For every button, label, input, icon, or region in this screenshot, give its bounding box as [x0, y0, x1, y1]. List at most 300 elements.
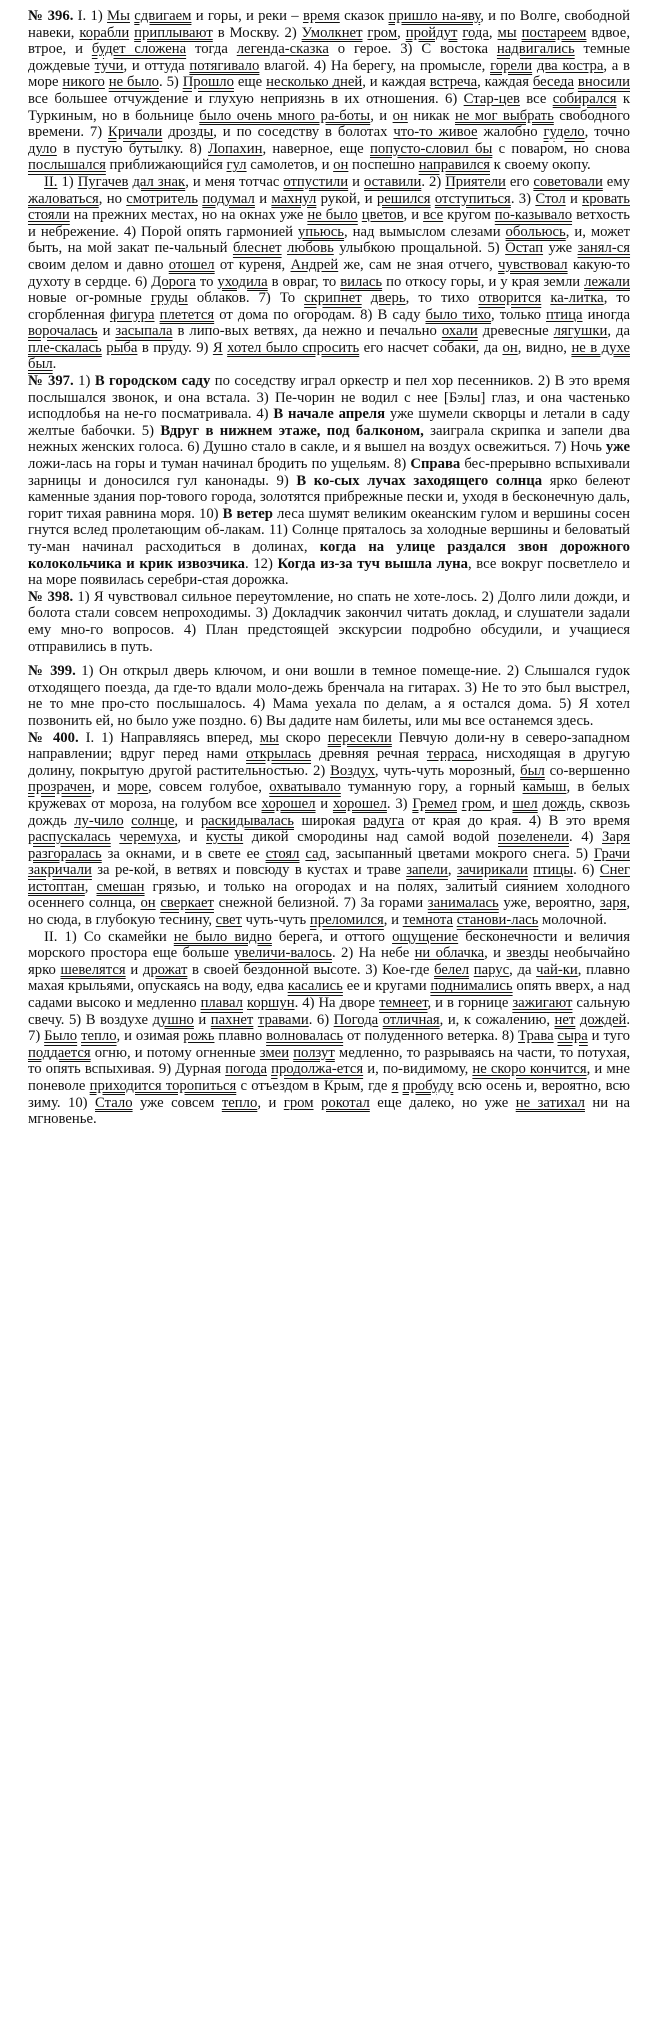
text-run: всю осень и, вероятно, всю зиму. 10)	[28, 1078, 630, 1111]
text-run: , и	[491, 795, 513, 812]
bold-fragment: уже	[605, 439, 630, 456]
text-run: темные дождевые	[28, 41, 631, 74]
predicate-word: Прошло	[182, 74, 234, 91]
predicate-word: вилась	[340, 273, 383, 290]
text-run: улыбкою прощальной. 5)	[333, 240, 506, 257]
subject-word: змеи	[259, 1044, 290, 1061]
exercise-396-part-2	[28, 174, 630, 373]
predicate-word: пахнет	[210, 1011, 254, 1028]
text-run: на прежних местах, но на окнах уже	[69, 207, 308, 224]
text-run: , да	[509, 961, 537, 978]
text-run: и	[193, 1011, 211, 1028]
text-run: 1)	[57, 173, 78, 190]
predicate-word: белел	[434, 961, 470, 978]
predicate-word: преломился	[309, 912, 384, 929]
subject-word: рыба	[106, 339, 138, 356]
text-run: , видно,	[517, 339, 572, 356]
subject-word: Остап	[505, 240, 544, 257]
subject-word: Лопахин	[208, 140, 263, 157]
subject-word: я	[391, 1078, 399, 1094]
text-run: древесные	[477, 323, 554, 340]
predicate-word: не скоро кончится	[472, 1061, 587, 1078]
predicate-word: собирался	[552, 90, 617, 107]
text-run: , то тихо	[405, 290, 479, 307]
predicate-word: поднимались	[430, 978, 513, 995]
text-run: самолетов, и	[246, 157, 334, 174]
subject-word: сад	[305, 845, 327, 862]
text-run: опять вверх, а над садами высоко и медленно	[28, 978, 630, 1012]
exercise-number: № 399.	[28, 663, 76, 680]
predicate-word: рокотал	[321, 1094, 370, 1111]
text-run: дикой смородины над самой водой	[243, 829, 498, 846]
predicate-word: запели	[406, 862, 448, 879]
subject-word: мы	[497, 24, 517, 41]
predicate-word: не мог выбрать	[454, 107, 554, 124]
predicate-word: поддается	[28, 1044, 91, 1061]
text-run: , и каждая	[362, 74, 430, 91]
text-run: тогда	[186, 41, 237, 58]
text-run: по откосу горы, и у края земли	[382, 273, 585, 290]
subject-word: Воздух	[330, 762, 375, 779]
text-run: то	[195, 273, 218, 290]
text-run: 1) Я чувствовал сильное переутомление, но спать не хоте-лось. 2) Долго лили дожди, и болота стали совсем непроходимы. 3) Докладчик закончил читать доклад, и слушатели задали ему мно-го вопросов. 4) План предстоящей экскурсии подробно обсудили, и учащиеся отправились в путь.	[28, 588, 630, 655]
text-run: , чуть-чуть морозный,	[374, 762, 521, 779]
predicate-word: не было	[307, 207, 358, 224]
predicate-word: раскидывалась	[200, 812, 295, 829]
subject-word: камыш	[522, 779, 567, 796]
text-run: чуть-чуть	[241, 912, 310, 929]
bold-fragment: Вдруг в нижнем этаже, под балконом,	[160, 422, 424, 439]
predicate-word: махнул	[271, 190, 317, 207]
subject-word: мы	[259, 729, 279, 746]
predicate-word: зажигают	[512, 995, 573, 1012]
subject-word: II.	[44, 173, 58, 190]
text-run: . 6)	[573, 862, 600, 879]
predicate-word: охватывало	[269, 779, 341, 796]
predicate-word: хотел было спросить	[227, 339, 360, 356]
predicate-word: жаловаться	[28, 190, 99, 207]
exercise-400-part-2	[28, 929, 630, 1128]
predicate-word: обольюсь	[505, 223, 566, 240]
text-run: необычайно ярко	[28, 945, 630, 978]
predicate-word: подумал	[202, 190, 255, 207]
predicate-word: не было видно	[173, 928, 272, 945]
text-run: все	[519, 90, 553, 107]
text-run: , и	[91, 779, 118, 796]
subject-word: лягушки	[553, 323, 608, 340]
predicate-word: тепло	[81, 1028, 117, 1045]
predicate-word: увеличи-валось	[234, 945, 332, 962]
text-run: новые ог-ромные	[28, 290, 151, 307]
text-run: ,	[488, 24, 498, 41]
predicate-word: сверкает	[160, 895, 214, 912]
text-run: в своей бездонной высоте. 3) Кое-где	[187, 961, 435, 978]
subject-word: никого	[62, 74, 105, 91]
subject-word: несколько дней	[266, 74, 363, 91]
subject-word: легенда-сказка	[236, 41, 329, 58]
text-run: . 4)	[568, 829, 603, 846]
text-run: леса шумят великим океанским гулом и вершины сосен гнутся вслед пролетающим об-лакам. 11) Солнце пряталось за холодные вершины и беловатый ту-ман начинал расходиться в долинах,	[28, 505, 630, 555]
text-run: , и, к сожалению,	[439, 1011, 555, 1028]
text-run: в Москву. 2)	[212, 24, 302, 41]
predicate-word: волновалась	[266, 1028, 344, 1045]
exercise-396-part-1	[28, 8, 630, 174]
text-run: ,	[447, 862, 457, 879]
text-run: , засыпанный цветами мокрого снега. 5)	[326, 845, 594, 862]
predicate-word: не в духе был	[28, 339, 630, 373]
text-run: , каждая	[477, 74, 533, 91]
bold-fragment: В ветер	[222, 505, 273, 522]
predicate-word: истоптан	[28, 878, 85, 895]
text-run: от дома по огородам. 8) В саду	[214, 306, 426, 323]
predicate-word: прозрачен	[28, 779, 92, 796]
text-run: , сквозь дождь	[28, 795, 630, 829]
text-run: , все вокруг посветлело и на море появилась серебри-стая дорожка.	[28, 555, 630, 589]
text-run: с отъездом в Крым, где	[236, 1078, 392, 1094]
predicate-word: нет	[554, 1011, 576, 1028]
predicate-word: занималась	[427, 895, 499, 912]
predicate-word: послышался	[28, 157, 106, 174]
text-run: .	[52, 356, 57, 373]
subject-word: гул	[226, 157, 247, 174]
text-run: по соседству играл оркестр и пел хор песенников. 2) В это время послышался звонок, и она встала. 3) Пе-чорин не водил с нее [Бэлы] глаз, и она частенько исподлобья на не-го посматривала. 4)	[28, 373, 630, 423]
text-run: , и по соседству в болотах	[213, 124, 394, 141]
predicate-word: смешан	[96, 878, 145, 895]
text-run: еще	[233, 74, 267, 91]
text-run: в пруду. 9)	[137, 339, 213, 356]
predicate-word: постареем	[521, 24, 587, 41]
text-run: , и по Волге, свободной навеки,	[28, 8, 630, 41]
text-run: . 12)	[245, 555, 278, 572]
text-run: уже совсем	[132, 1094, 222, 1111]
text-run: к своему окопу.	[490, 157, 591, 174]
predicate-word: упьюсь	[297, 223, 344, 240]
subject-word: птицы	[533, 862, 574, 879]
predicate-word: продолжа-ется	[271, 1061, 364, 1078]
text-run: его	[505, 173, 534, 190]
predicate-word: позеленели	[498, 829, 569, 846]
subject-word: травами	[257, 1011, 309, 1028]
text-run: , и	[257, 1094, 284, 1111]
text-run: со-вершенно	[544, 762, 630, 779]
predicate-word: зачирикали	[456, 862, 528, 879]
predicate-word: не затихал	[515, 1094, 585, 1111]
text-run: , и	[403, 207, 424, 224]
text-run	[541, 290, 550, 306]
text-run: , и озимая	[116, 1028, 184, 1045]
text-run: к Туркиным, но в больнице	[28, 90, 630, 124]
text-run: ,	[84, 878, 97, 895]
text-run: за ре-кой, в ветвях и повсюду в кустах и траве	[91, 862, 407, 879]
predicate-word: дрожат	[142, 961, 188, 978]
text-run: , только	[491, 306, 547, 323]
text-run: , нисходящая в другую долину, покрытую другой растительностью. 2)	[28, 746, 630, 779]
predicate-word: станови-лась	[456, 912, 539, 929]
text-run: о герое. 3) С востока	[328, 41, 497, 58]
subject-word: Я	[212, 339, 223, 356]
subject-word: свет	[215, 912, 242, 929]
text-run: , но сюда, в глубокую теснину,	[28, 895, 630, 929]
predicate-word: отворится	[478, 290, 542, 307]
subject-word: груды	[150, 290, 188, 307]
text-run: , и меня тотчас	[185, 173, 284, 190]
subject-word: все	[423, 207, 444, 224]
text-run: от полуденного ветерка. 8)	[343, 1028, 519, 1045]
exercise-397	[28, 373, 630, 589]
predicate-word: будет сложена	[91, 41, 187, 58]
predicate-word: касались	[287, 978, 343, 995]
predicate-word: шел	[512, 795, 538, 812]
text-run: II. 1) Со скамейки	[44, 928, 174, 945]
text-run: с поваром, но снова	[492, 140, 631, 157]
text-run: иногда	[582, 306, 630, 323]
subject-word: корабли	[79, 24, 130, 41]
text-run: еще далеко, но уже	[369, 1094, 516, 1111]
text-run: от куреня,	[214, 256, 291, 273]
text-run: приближающийся	[105, 157, 227, 174]
text-run: I. 1)	[73, 8, 108, 24]
bold-fragment: Справа	[410, 456, 461, 473]
subject-word: Снег	[599, 862, 630, 879]
subject-word: погода	[225, 1061, 267, 1078]
subject-word: Дорога	[151, 273, 196, 290]
subject-word: время	[302, 8, 340, 24]
predicate-word: скрипнет	[304, 290, 362, 307]
predicate-word: дал знак	[132, 173, 186, 190]
subject-word: чай-ки	[536, 961, 578, 978]
bold-fragment: В начале апреля	[273, 406, 386, 423]
text-run: все большее отчуждение и глухую неприязнь в их отношения. 6)	[28, 90, 464, 107]
text-run: и, по-видимому,	[363, 1061, 473, 1078]
text-run: , над вымыслом слезами	[344, 223, 506, 240]
predicate-word: Умолкнет	[301, 24, 363, 41]
text-run: в липо-вых ветвях, да нежно и печально	[172, 323, 442, 340]
text-run: рукой, и	[316, 190, 377, 207]
subject-word: кусты	[206, 829, 244, 846]
text-run: , и	[174, 812, 201, 829]
text-run: уже	[543, 240, 578, 257]
text-run: I. 1) Направляясь вперед,	[78, 729, 260, 746]
subject-word: цветов	[361, 207, 404, 224]
text-run: никак	[407, 107, 455, 124]
text-run: , и	[370, 107, 393, 124]
text-run: , точно	[584, 124, 630, 141]
predicate-word: стоял	[265, 845, 300, 862]
predicate-word: отошел	[168, 256, 215, 273]
subject-word: Андрей	[290, 256, 339, 273]
predicate-word: чувствовал	[498, 256, 568, 273]
exercise-399	[28, 663, 630, 729]
text-run: влагой. 4) На берегу, на промысле,	[259, 57, 491, 74]
predicate-word: хорошел	[261, 795, 316, 812]
text-run: заиграла скрипка и запели два нежных женских голоса. 6) Душно стало в сакле, и я вышел на воздух освежиться. 7) Ночь	[28, 422, 630, 456]
text-run: молочной.	[538, 912, 607, 929]
subject-word: море	[117, 779, 149, 796]
predicate-word: отличная	[382, 1011, 440, 1028]
subject-word: звезды	[506, 945, 549, 962]
text-run: поспешно	[348, 157, 419, 174]
text-run: же, сам не зная отчего,	[338, 256, 499, 273]
text-run: , но	[98, 190, 127, 207]
predicate-word: занял-ся	[577, 240, 631, 257]
predicate-word: разгоралась	[28, 845, 102, 862]
text-run: сказок	[339, 8, 389, 24]
subject-word: гром	[461, 795, 492, 812]
subject-word: парус	[473, 961, 510, 978]
subject-word: черемуха	[119, 829, 178, 846]
subject-word: Пугачев	[77, 173, 129, 190]
text-run: , то сгорбленная	[28, 290, 631, 323]
predicate-word: был	[520, 762, 545, 779]
text-run: , и оттуда	[123, 57, 190, 74]
bold-fragment: Когда из-за туч вышла луна	[277, 555, 468, 572]
subject-word: ощущение	[392, 928, 459, 945]
predicate-word: пробуду	[402, 1078, 454, 1094]
text-run: в пустую бутылку. 8)	[56, 140, 209, 157]
text-run: ему	[602, 173, 630, 190]
predicate-word: вносили	[577, 74, 630, 91]
subject-word: любовь	[287, 240, 334, 257]
text-run: какую-то духоту в сердце. 6)	[28, 256, 630, 290]
subject-word: смотритель	[126, 190, 198, 207]
text-run: кругом	[443, 207, 495, 224]
subject-word: темнота	[402, 912, 454, 929]
subject-word: кровать	[582, 190, 630, 207]
text-run: и	[97, 323, 116, 340]
predicate-word: Гремел	[412, 795, 457, 812]
text-run: . 6)	[308, 1011, 334, 1028]
text-run: . 2)	[421, 173, 446, 190]
predicate-word: уходила	[217, 273, 268, 290]
text-run: , и в горнице	[427, 995, 513, 1012]
predicate-word: Было	[44, 1028, 78, 1045]
subject-word: Мы	[107, 8, 130, 24]
subject-word: дождь	[542, 795, 582, 812]
subject-word: года	[462, 24, 489, 41]
subject-word: Трава	[518, 1028, 554, 1045]
text-run: , совсем голубое,	[148, 779, 270, 796]
subject-word: птица	[546, 306, 583, 323]
text-run: туманную гору, а горный	[340, 779, 523, 796]
text-run: грязью, и только на огородах и на полях, залитый сиянием холодного осеннего солнца,	[28, 878, 631, 912]
predicate-word: направился	[418, 157, 490, 174]
predicate-word: надвигались	[496, 41, 575, 58]
subject-word: коршун	[246, 995, 295, 1012]
text-run: , в белых кружевах от мороза, на голубом все	[28, 779, 630, 812]
predicate-word: сыра	[557, 1028, 588, 1045]
text-run: ветхость и небрежение. 4) Порой опять гармонией	[28, 207, 630, 240]
text-run: медленно, то разрываясь на части, то потухая, то опять вспыхивая. 9) Дурная	[28, 1044, 630, 1078]
text-run: и горы, и реки –	[191, 8, 303, 24]
subject-word: он	[502, 339, 518, 356]
predicate-word: хорошел	[332, 795, 387, 812]
predicate-word: приплывают	[134, 24, 213, 41]
exercise-number: № 400.	[28, 729, 79, 746]
predicate-word: отпустили	[283, 173, 349, 190]
predicate-word: Кричали	[108, 124, 163, 141]
text-run: , да	[607, 323, 630, 340]
text-run: облаков. 7) То	[187, 290, 305, 307]
text-run: огню, и потому огненные	[90, 1044, 260, 1061]
subject-word: Заря	[602, 829, 630, 846]
text-run: и	[565, 190, 583, 207]
text-run: берега, и оттого	[271, 928, 393, 945]
predicate-word: душно	[152, 1011, 194, 1028]
text-run: , и	[383, 912, 403, 929]
subject-word: дуло	[28, 140, 57, 157]
text-run: . 3)	[386, 795, 413, 812]
subject-word: солнце	[131, 812, 175, 829]
predicate-word: было очень много ра-боты	[199, 107, 371, 124]
predicate-word: темнеет	[379, 995, 428, 1012]
text-run: ни на мгновенье.	[28, 1094, 630, 1128]
text-run	[362, 290, 371, 306]
text-run: , а в море	[28, 57, 630, 91]
text-run: , и мне поневоле	[28, 1061, 631, 1094]
text-run: бесконечности и величия морского простора еще больше	[28, 928, 631, 962]
predicate-word: по-казывало	[494, 207, 573, 224]
predicate-word: Стало	[95, 1094, 133, 1111]
bold-fragment: когда на улице раздался звон дорожного колокольчика и крик извозчика	[28, 539, 630, 572]
text-run: , наверное, еще	[262, 140, 370, 157]
text-run: и	[125, 961, 143, 978]
predicate-word: приходится торопиться	[89, 1078, 237, 1094]
text-run: , плавно махая крыльями, опускаясь на воду, едва	[28, 961, 630, 995]
subject-word: ка-литка	[550, 290, 604, 307]
predicate-word: блеснет	[232, 240, 282, 257]
subject-word: дождей	[579, 1011, 627, 1028]
text-run: ее и кругами	[342, 978, 431, 995]
subject-word: что-то живое	[393, 124, 478, 141]
text-run: ярко белеют каменные здания пор-тового города, золотятся прибрежные пески и, уходя в бесконечную даль, горит тихая равнина моря. 10)	[28, 472, 630, 522]
predicate-word: потягивало	[189, 57, 260, 74]
text-run: , и	[484, 945, 507, 962]
text-run: сальную свечу. 5) В воздухе	[28, 995, 630, 1028]
subject-word: он	[392, 107, 408, 124]
predicate-word: пришло на-яву	[388, 8, 481, 24]
exercise-number: № 397.	[28, 373, 74, 390]
predicate-word: решился	[376, 190, 431, 207]
subject-word: тучи	[94, 57, 124, 74]
text-run: древняя речная	[311, 746, 427, 763]
text-run: Певчую доли-ну в северо-западном направлении; вдруг перед нами	[28, 729, 630, 763]
exercise-400-part-1	[28, 730, 630, 929]
text-run: жалобно	[477, 124, 544, 141]
predicate-word: стояли	[28, 207, 70, 224]
predicate-word: попусто-словил бы	[369, 140, 493, 157]
subject-word: гром	[283, 1094, 314, 1111]
subject-word: встреча	[429, 74, 478, 91]
text-run: . 2) На небе	[331, 945, 415, 962]
bold-fragment: В ко-сых лучах заходящего солнца	[296, 472, 543, 489]
subject-word: дверь	[370, 290, 406, 307]
text-run: 1) Он открыл дверь ключом, и они вошли в темное помеще-ние. 2) Слышался гудок отходящего поезда, да где-то вдали моло-дежь бренчала на гитарах. 3) Не то это был выстрел, не то мне про-сто послышалось. 4) Мама уехала по делам, а я остался дома. 5) Я хотел позвонить ей, но было уже поздно. 6) Вы дадите нам билеты, или мы все останемся здесь.	[28, 663, 630, 729]
text-run: ,	[397, 24, 406, 41]
subject-word: Погода	[333, 1011, 379, 1028]
exercise-number: № 396.	[28, 8, 74, 24]
subject-word: Стар-цев	[463, 90, 520, 107]
text-run: , и	[177, 829, 207, 846]
text-run: в овраг, то	[267, 273, 341, 290]
predicate-word: пле-скалась	[28, 339, 102, 356]
subject-word: он	[333, 157, 349, 174]
subject-word: лу-чило	[74, 812, 124, 829]
text-run: . 7)	[28, 1011, 630, 1045]
subject-word: беседа	[532, 74, 575, 91]
predicate-word: распускалась	[28, 829, 111, 846]
subject-word: дрозды	[168, 124, 214, 141]
subject-word: он	[140, 895, 156, 912]
